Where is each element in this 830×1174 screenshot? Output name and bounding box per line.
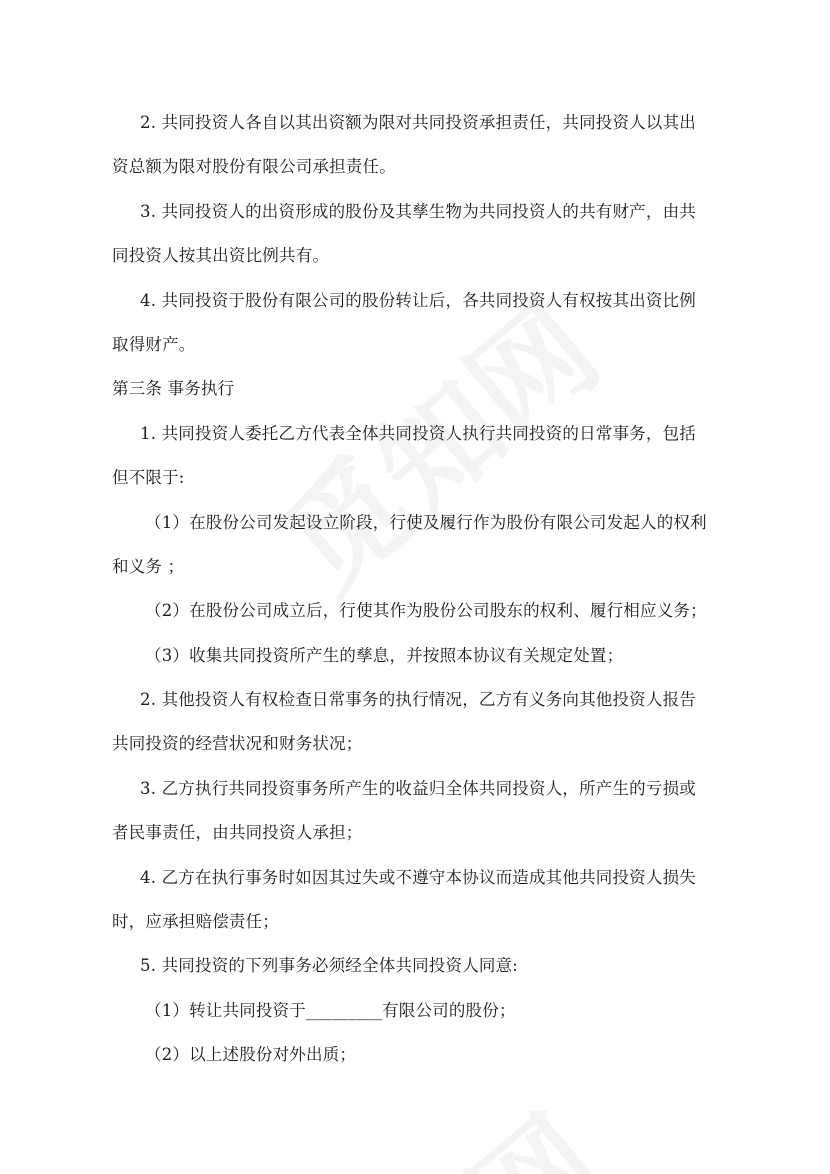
paragraph-line: 3. 共同投资人的出资形成的股份及其孳生物为共同投资人的共有财产，由共 — [140, 202, 696, 221]
paragraph-line: 同投资人按其出资比例共有。 — [112, 246, 330, 265]
paragraph-line: （3）收集共同投资所产生的孳息，并按照本协议有关规定处置； — [145, 646, 624, 665]
paragraph-line: 共同投资的经营状况和财务状况； — [112, 734, 363, 753]
paragraph-line: 5. 共同投资的下列事务必须经全体共同投资人同意: — [140, 956, 519, 975]
paragraph-line: （1）转让共同投资于_________有限公司的股份； — [145, 1001, 516, 1020]
section-heading: 第三条 事务执行 — [112, 379, 235, 398]
paragraph-line: （2）在股份公司成立后，行使其作为股份公司股东的权利、履行相应义务； — [145, 601, 707, 620]
watermark-bottom — [429, 1072, 631, 1174]
paragraph-line: 2. 共同投资人各自以其出资额为限对共同投资承担责任，共同投资人以其出 — [140, 113, 696, 132]
paragraph-line: 资总额为限对股份有限公司承担责任。 — [112, 157, 396, 176]
paragraph-line: 取得财产。 — [112, 335, 196, 354]
paragraph-line: 和义务 ； — [112, 557, 185, 576]
paragraph-line: （2）以上述股份对外出质； — [145, 1045, 357, 1064]
paragraph-line: 4. 乙方在执行事务时如因其过失或不遵守本协议而造成其他共同投资人损失 — [140, 868, 696, 887]
paragraph-line: 时，应承担赔偿责任； — [112, 912, 279, 931]
paragraph-line: 4. 共同投资于股份有限公司的股份转让后，各共同投资人有权按其出资比例 — [140, 291, 696, 310]
paragraph-line: 1. 共同投资人委托乙方代表全体共同投资人执行共同投资的日常事务，包括 — [140, 424, 696, 443]
paragraph-line: 者民事责任，由共同投资人承担； — [112, 823, 363, 842]
paragraph-line: 2. 其他投资人有权检查日常事务的执行情况，乙方有义务向其他投资人报告 — [140, 690, 696, 709]
paragraph-line: 但不限于: — [112, 468, 185, 487]
paragraph-line: （1）在股份公司发起设立阶段，行使及履行作为股份有限公司发起人的权利 — [145, 513, 707, 532]
paragraph-line: 3. 乙方执行共同投资事务所产生的收益归全体共同投资人，所产生的亏损或 — [140, 779, 696, 798]
